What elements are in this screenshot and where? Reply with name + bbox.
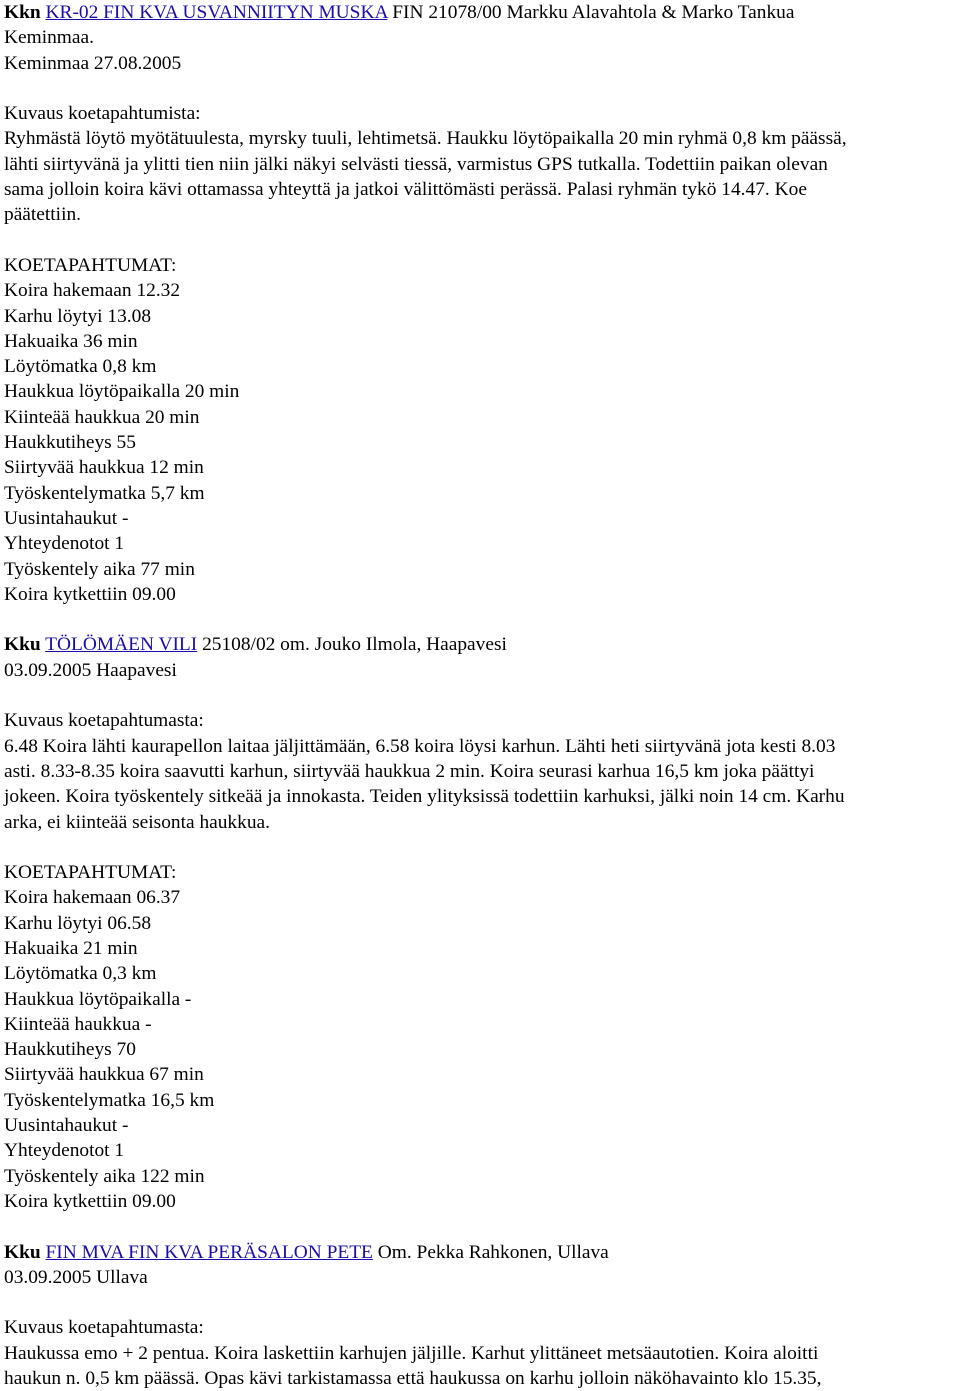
owner-info-continued: Keminmaa. (4, 27, 94, 49)
entry-header (4, 1240, 956, 1265)
event-item: Työskentely aika 77 min (4, 558, 195, 580)
trial-entry-3 (4, 1240, 956, 1391)
class-label: Kku (4, 1241, 41, 1263)
owner-info: FIN 21078/00 Markku Alavahtola & Marko Tankua (392, 2, 795, 23)
event-item: Työskentelymatka 5,7 km (4, 482, 205, 504)
event-item: Koira hakemaan 06.37 (4, 887, 181, 909)
dog-name-link[interactable]: TÖLÖMÄEN VILI (45, 634, 198, 656)
event-item: Koira hakemaan 12.32 (4, 280, 181, 302)
events-label: KOETAPAHTUMAT: (4, 862, 177, 884)
class-label: Kku (4, 634, 41, 656)
trial-entry-1 (4, 0, 956, 632)
event-item: Hakuaika 36 min (4, 330, 138, 352)
event-item: Kiinteää haukkua 20 min (4, 406, 200, 428)
owner-info: 25108/02 om. Jouko Ilmola, Haapavesi (202, 634, 507, 656)
trial-entry-2 (4, 632, 956, 1239)
event-item: Koira kytkettiin 09.00 (4, 583, 176, 605)
description-line: asti. 8.33-8.35 koira saavutti karhun, siirtyvää haukkua 2 min. Koira seurasi karhua 16,5 km joka päättyi (4, 760, 815, 782)
place-date: Keminmaa 27.08.2005 (4, 52, 182, 74)
event-item: Hakuaika 21 min (4, 937, 138, 959)
event-item: Työskentelymatka 16,5 km (4, 1089, 215, 1111)
event-item: Löytömatka 0,8 km (4, 356, 157, 378)
event-item: Koira kytkettiin 09.00 (4, 1190, 176, 1212)
event-item: Työskentely aika 122 min (4, 1165, 205, 1187)
description-label: Kuvaus koetapahtumasta: (4, 1317, 204, 1339)
place-date: 03.09.2005 Haapavesi (4, 659, 177, 681)
event-item: Siirtyvää haukkua 67 min (4, 1064, 204, 1086)
place-date: 03.09.2005 Ullava (4, 1266, 148, 1288)
description-line: arka, ei kiinteää seisonta haukkua. (4, 811, 270, 833)
description-line: haukun n. 0,5 km päässä. Opas kävi tarkistamassa että haukussa on karhu jolloin näköhavainto klo 15.35, (4, 1368, 822, 1390)
description-line: 6.48 Koira lähti kaurapellon laitaa jäljittämään, 6.58 koira löysi karhun. Lähti heti siirtyvänä jota kesti 8.03 (4, 735, 836, 757)
event-item: Haukkua löytöpaikalla - (4, 988, 192, 1010)
event-item: Haukkutiheys 55 (4, 432, 136, 454)
entry-header (4, 632, 956, 657)
class-label: Kkn (4, 2, 41, 23)
event-item: Yhteydenotot 1 (4, 533, 125, 555)
event-item: Löytömatka 0,3 km (4, 963, 157, 985)
event-item: Yhteydenotot 1 (4, 1140, 125, 1162)
description-line: Haukussa emo + 2 pentua. Koira laskettiin karhujen jäljille. Karhut ylittäneet metsäautotien. Koira aloitti (4, 1342, 819, 1364)
event-item: Haukkutiheys 70 (4, 1039, 136, 1061)
event-item: Siirtyvää haukkua 12 min (4, 457, 204, 479)
event-item: Karhu löytyi 06.58 (4, 912, 152, 934)
description-line: Ryhmästä löytö myötätuulesta, myrsky tuuli, lehtimetsä. Haukku löytöpaikalla 20 min ryhmä 0,8 km päässä, (4, 128, 847, 150)
event-item: Haukkua löytöpaikalla 20 min (4, 381, 240, 403)
event-item: Uusintahaukut - (4, 507, 129, 529)
event-item: Uusintahaukut - (4, 1115, 129, 1137)
entry-header (4, 0, 956, 25)
description-line: päätettiin. (4, 204, 81, 226)
description-line: sama jolloin koira kävi ottamassa yhteyttä ja jatkoi välittömästi perässä. Palasi ryhmän tykö 14.47. Koe (4, 179, 807, 201)
dog-name-link[interactable]: KR-02 FIN KVA USVANNIITYN MUSKA (45, 2, 388, 23)
event-item: Karhu löytyi 13.08 (4, 305, 152, 327)
description-line: jokeen. Koira työskentely sitkeää ja innokasta. Teiden ylityksissä todettiin karhuksi, jälki noin 14 cm. Karhu (4, 786, 845, 808)
event-item: Kiinteää haukkua - (4, 1013, 152, 1035)
description-line: lähti siirtyvänä ja ylitti tien niin jälki näkyi selvästi tiessä, varmistus GPS tutkalla. Todettiin paikan olevan (4, 153, 828, 175)
dog-name-link[interactable]: FIN MVA FIN KVA PERÄSALON PETE (45, 1241, 373, 1263)
owner-info: Om. Pekka Rahkonen, Ullava (377, 1241, 609, 1263)
events-label: KOETAPAHTUMAT: (4, 254, 177, 276)
description-label: Kuvaus koetapahtumista: (4, 103, 201, 125)
description-label: Kuvaus koetapahtumasta: (4, 710, 204, 732)
